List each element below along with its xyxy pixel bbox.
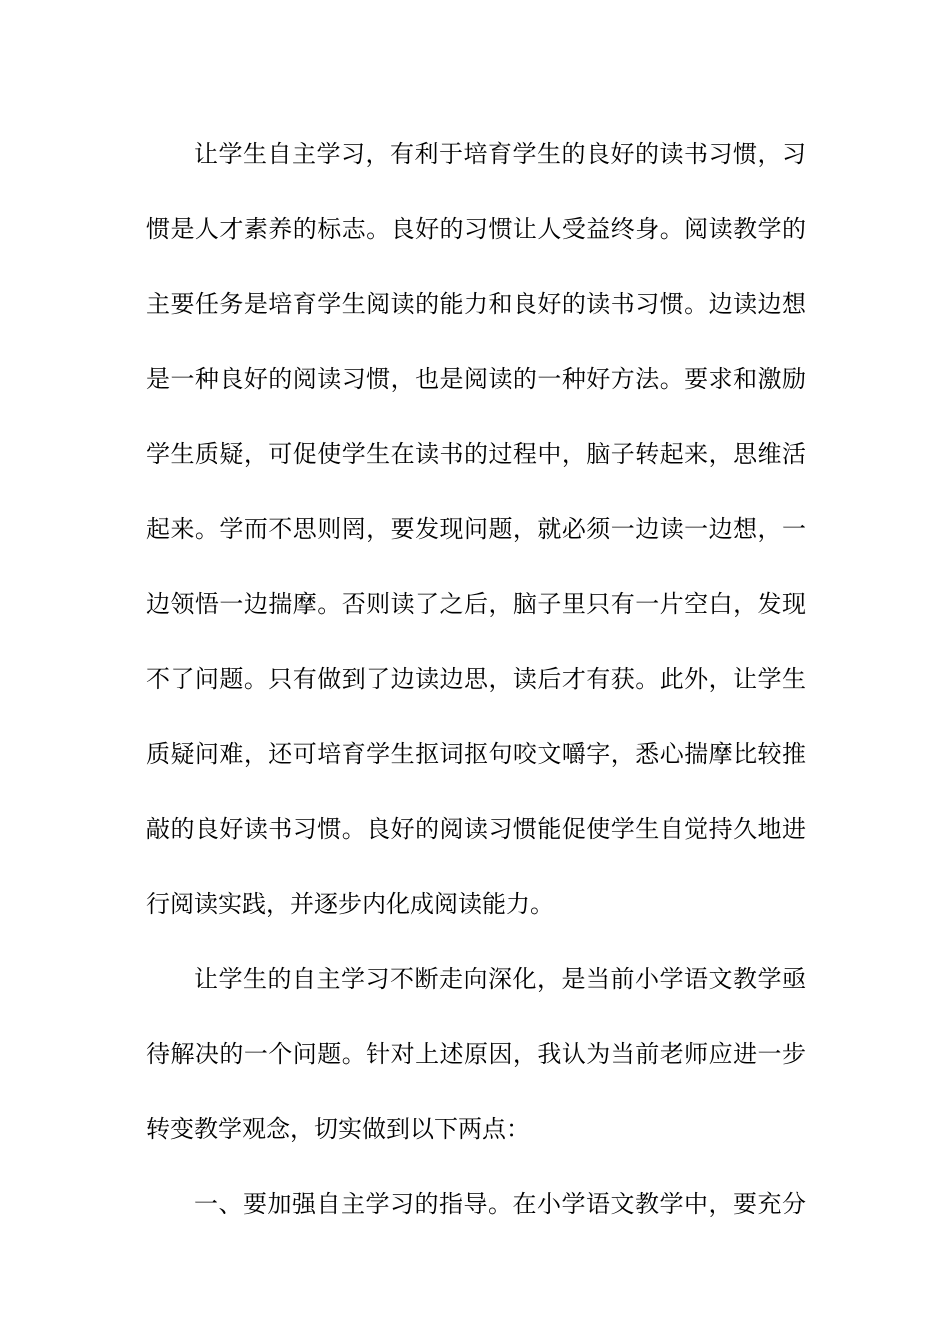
paragraph-1-line-3: 主要任务是培育学生阅读的能力和良好的读书习惯。边读边想 <box>146 290 806 318</box>
paragraph-3-line-1: 一、要加强自主学习的指导。在小学语文教学中，要充分 <box>194 1190 806 1218</box>
paragraph-1-line-9: 质疑问难，还可培育学生抠词抠句咬文嚼字，悉心揣摩比较推 <box>146 740 806 768</box>
paragraph-1-line-11: 行阅读实践，并逐步内化成阅读能力。 <box>146 890 554 918</box>
paragraph-2-line-3: 转变教学观念，切实做到以下两点： <box>146 1115 530 1143</box>
paragraph-1-line-5: 学生质疑，可促使学生在读书的过程中，脑子转起来，思维活 <box>146 440 806 468</box>
paragraph-1-line-8: 不了问题。只有做到了边读边思，读后才有获。此外，让学生 <box>146 665 806 693</box>
paragraph-2-line-2: 待解决的一个问题。针对上述原因，我认为当前老师应进一步 <box>146 1040 806 1068</box>
paragraph-1-line-6: 起来。学而不思则罔，要发现问题，就必须一边读一边想，一 <box>146 515 806 543</box>
paragraph-1-line-7: 边领悟一边揣摩。否则读了之后，脑子里只有一片空白，发现 <box>146 590 806 618</box>
paragraph-2-line-1: 让学生的自主学习不断走向深化，是当前小学语文教学亟 <box>194 965 806 993</box>
paragraph-1-line-2: 惯是人才素养的标志。良好的习惯让人受益终身。阅读教学的 <box>146 215 806 243</box>
paragraph-1-line-4: 是一种良好的阅读习惯，也是阅读的一种好方法。要求和激励 <box>146 365 806 393</box>
paragraph-1-line-1: 让学生自主学习，有利于培育学生的良好的读书习惯，习 <box>194 140 806 168</box>
document-body <box>146 130 806 1255</box>
paragraph-1-line-10: 敲的良好读书习惯。良好的阅读习惯能促使学生自觉持久地进 <box>146 815 806 843</box>
